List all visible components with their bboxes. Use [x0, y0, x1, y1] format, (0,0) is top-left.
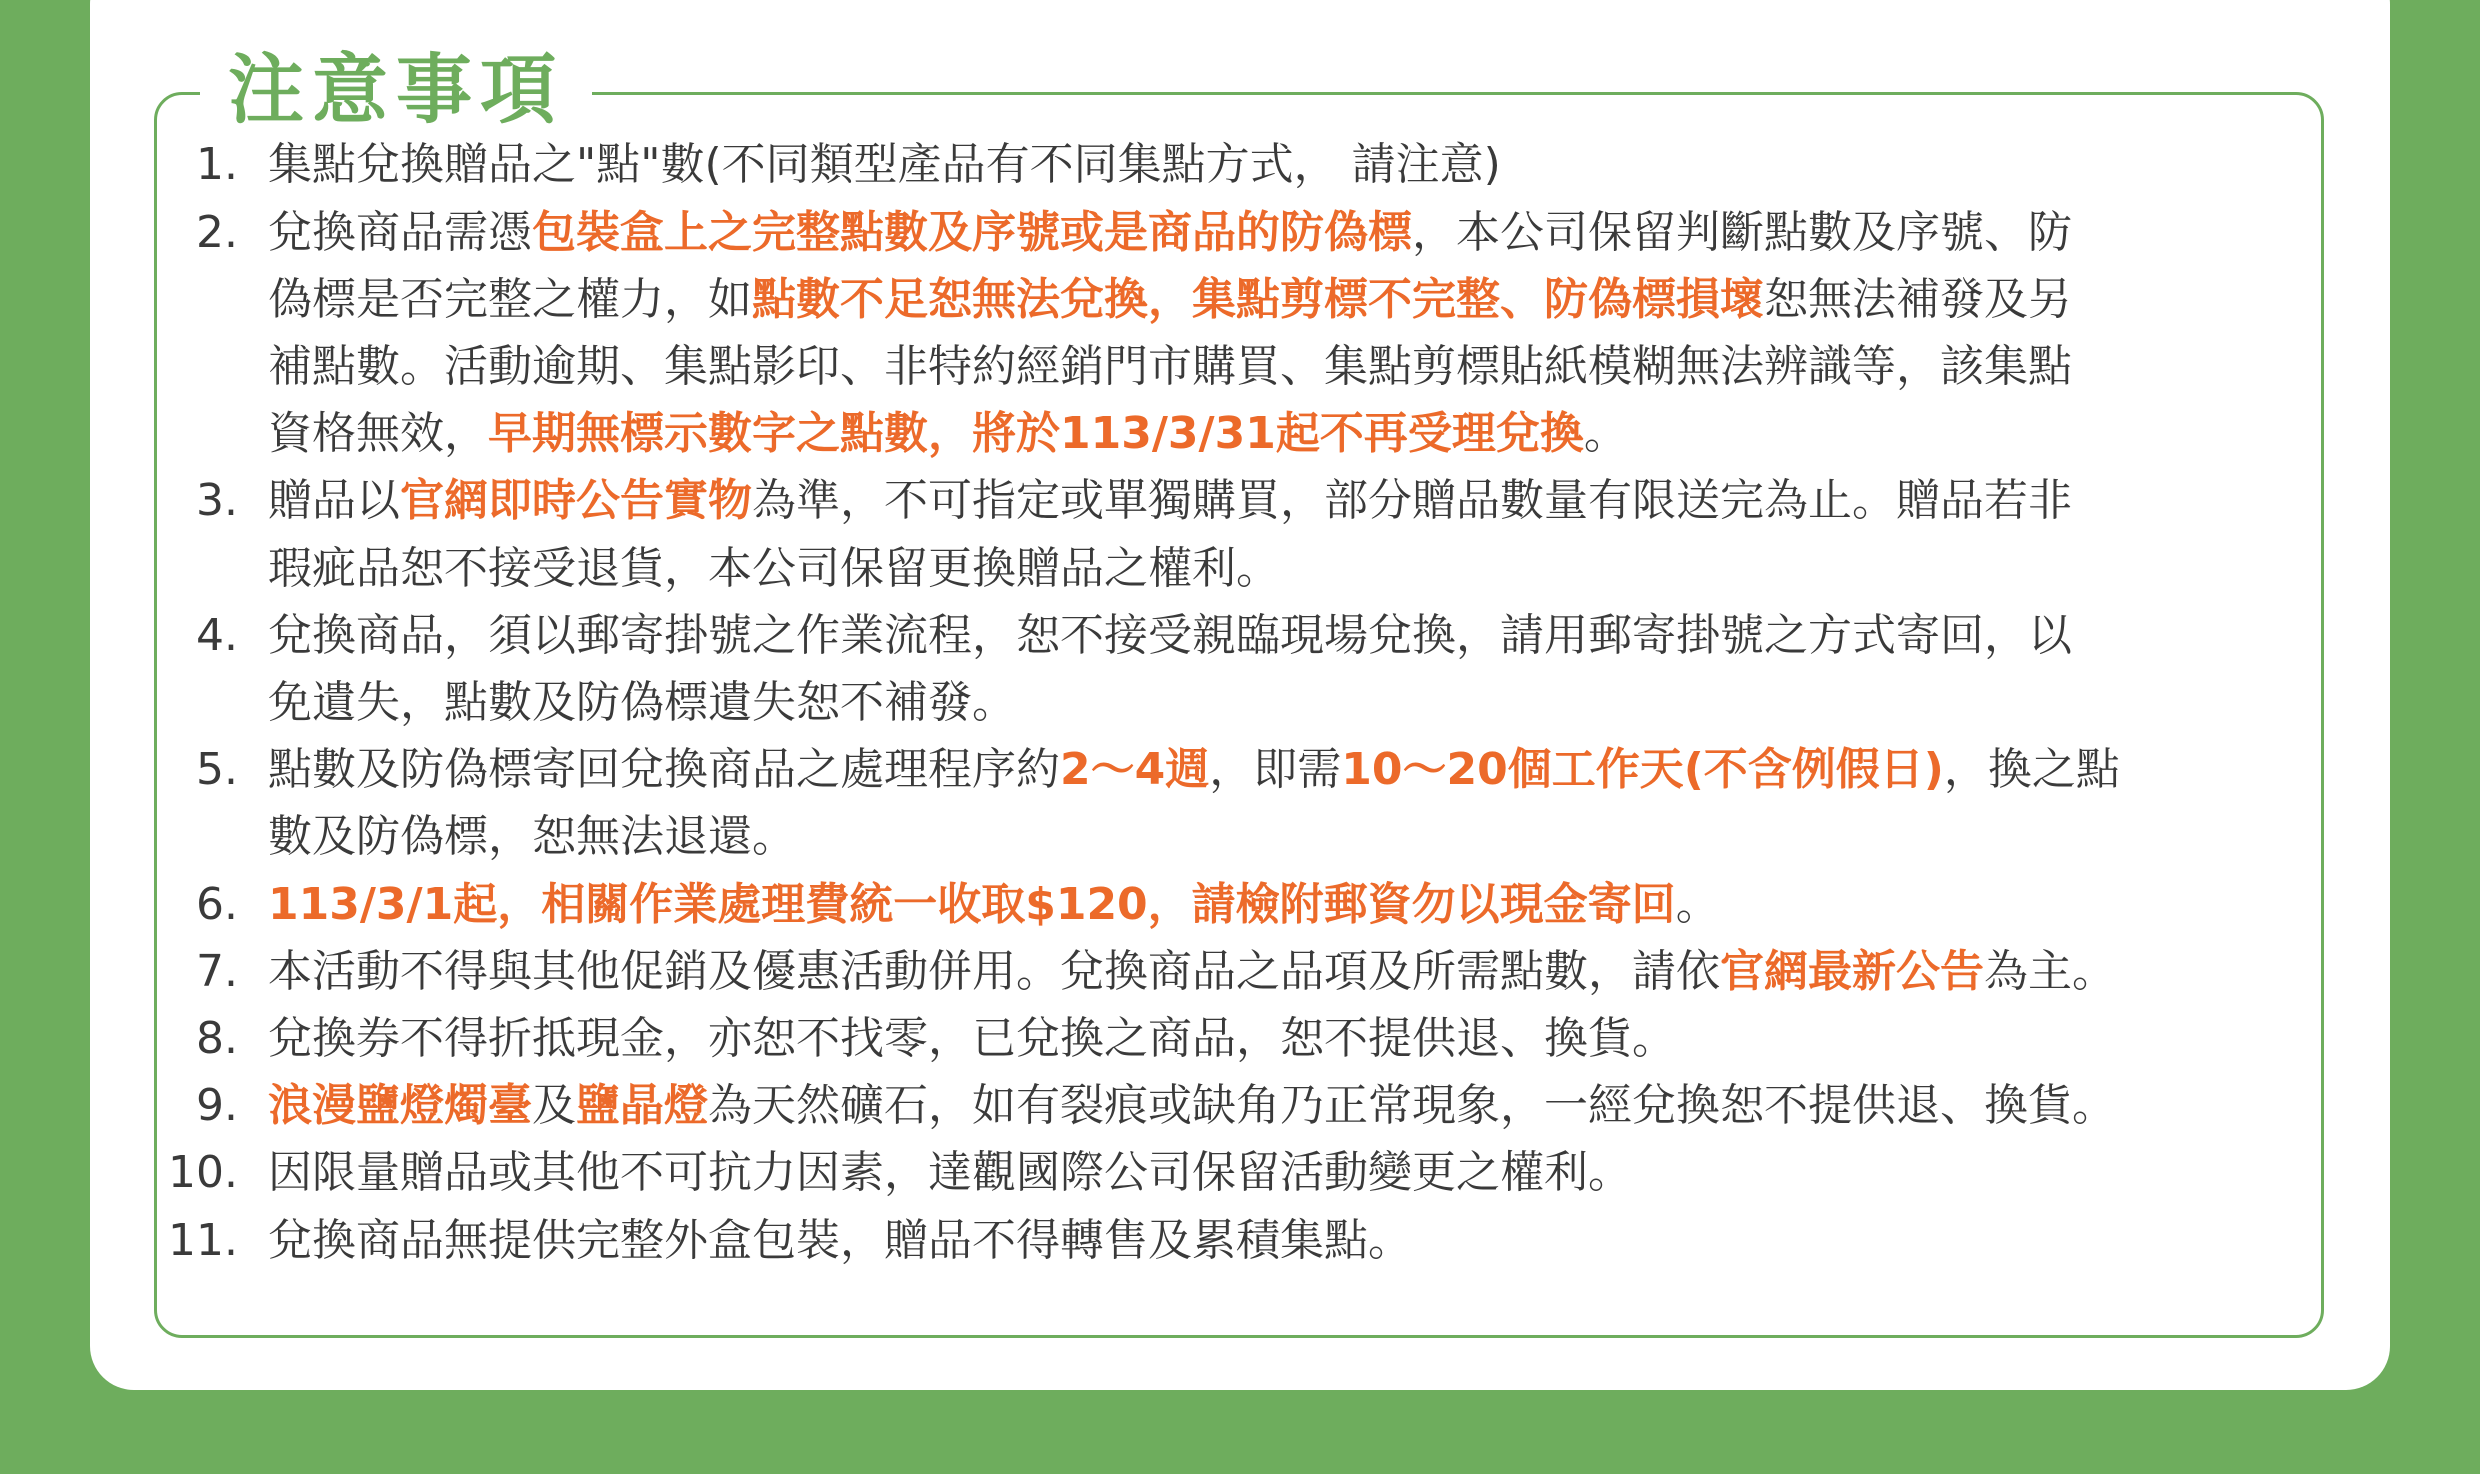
- highlight-text: 10～20個工作天(不含例假日): [1341, 744, 1944, 796]
- body-text: 。: [1675, 878, 1720, 930]
- notice-line: [0, 938, 2480, 1005]
- body-text: 瑕疵品恕不接受退貨，本公司保留更換贈品之權利。: [268, 542, 1280, 594]
- item-text: [268, 938, 2116, 1005]
- body-text: 資格無效，: [268, 408, 488, 460]
- body-text: 。: [1583, 408, 1628, 460]
- item-number: 11.: [168, 1214, 238, 1266]
- notice-line: [0, 602, 2480, 669]
- body-text: 為天然礦石，如有裂痕或缺角乃正常現象，一經兌換恕不提供退、換貨。: [708, 1080, 2116, 1132]
- body-text: 為準，不可指定或單獨購買，部分贈品數量有限送完為止。贈品若非: [752, 475, 2072, 527]
- body-text: 偽標是否完整之權力，如: [268, 273, 752, 325]
- highlight-text: 官網最新公告: [1720, 945, 1984, 997]
- body-text: 兌換商品，須以郵寄掛號之作業流程，恕不接受親臨現場兌換，請用郵寄掛號之方式寄回，以: [268, 609, 2072, 661]
- body-text: 數及防偽標，恕無法退還。: [268, 811, 796, 863]
- body-text: 贈品以: [268, 475, 400, 527]
- item-number: 10.: [168, 1147, 238, 1199]
- page-title: 注意事項: [228, 45, 564, 134]
- item-number: 1.: [196, 139, 238, 191]
- notice-line: [0, 535, 2480, 602]
- body-text: 免遺失，點數及防偽標遺失恕不補發。: [268, 677, 1016, 728]
- notice-line: [0, 131, 2480, 198]
- item-number: 4.: [196, 609, 238, 661]
- item-text: [268, 669, 1016, 736]
- item-text: [268, 602, 2072, 669]
- item-text: [268, 467, 2072, 534]
- item-text: [268, 736, 2120, 803]
- highlight-text: 鹽晶燈: [576, 1080, 708, 1132]
- item-number: 5.: [196, 744, 238, 796]
- body-text: 補點數。活動逾期、集點影印、非特約經銷門市購買、集點剪標貼紙模糊無法辨識等，該集點: [268, 341, 2072, 392]
- highlight-text: 點數不足恕無法兌換，集點剪標不完整、防偽標損壞: [752, 273, 1764, 325]
- notice-line: [0, 1207, 2480, 1274]
- item-text: [268, 1005, 1676, 1072]
- body-text: 兌換商品無提供完整外盒包裝，贈品不得轉售及累積集點。: [268, 1214, 1412, 1266]
- item-text: [268, 400, 1628, 467]
- notice-line: [0, 669, 2480, 736]
- notice-line: [0, 266, 2480, 333]
- body-text: 點數及防偽標寄回兌換商品之處理程序約: [268, 744, 1060, 796]
- item-number: 9.: [196, 1080, 238, 1132]
- highlight-text: 早期無標示數字之點數，將於113/3/31起不再受理兌換: [488, 408, 1584, 460]
- body-text: 及: [532, 1080, 576, 1132]
- item-text: [268, 871, 1720, 938]
- item-text: [268, 266, 2072, 333]
- body-text: 兌換商品需憑: [268, 206, 532, 258]
- highlight-text: 浪漫鹽燈燭臺: [268, 1080, 532, 1132]
- notice-line: [0, 871, 2480, 938]
- item-number: 6.: [196, 878, 238, 930]
- highlight-text: 官網即時公告實物: [400, 475, 752, 527]
- item-text: [268, 131, 1501, 198]
- body-text: 兌換券不得折抵現金，亦恕不找零，已兌換之商品，恕不提供退、換貨。: [268, 1013, 1676, 1064]
- notice-line: [0, 333, 2480, 400]
- body-text: 因限量贈品或其他不可抗力因素，達觀國際公司保留活動變更之權利。: [268, 1147, 1632, 1199]
- item-number: 2.: [196, 206, 238, 258]
- notice-line: [0, 199, 2480, 266]
- item-number: 3.: [196, 475, 238, 527]
- notice-line: [0, 803, 2480, 870]
- item-number: 7.: [196, 945, 238, 997]
- body-text: ，換之點: [1943, 744, 2120, 796]
- item-text: [268, 1207, 1412, 1274]
- notice-line: [0, 467, 2480, 534]
- highlight-text: 2～4週: [1060, 744, 1210, 796]
- body-text: 本活動不得與其他促銷及優惠活動併用。兌換商品之品項及所需點數，請依: [268, 945, 1720, 997]
- item-number: 8.: [196, 1013, 238, 1064]
- body-text: 集點兌換贈品之"點"數(不同類型產品有不同集點方式， 請注意): [268, 139, 1501, 191]
- item-text: [268, 1139, 1632, 1206]
- notice-line: [0, 1005, 2480, 1072]
- item-text: [268, 1072, 2116, 1139]
- item-text: [268, 535, 1280, 602]
- notice-line: [0, 736, 2480, 803]
- item-text: [268, 803, 796, 870]
- body-text: ，本公司保留判斷點數及序號、防: [1412, 206, 2072, 258]
- item-text: [268, 333, 2072, 400]
- highlight-text: 包裝盒上之完整點數及序號或是商品的防偽標: [532, 206, 1412, 258]
- notice-line: [0, 400, 2480, 467]
- body-text: 為主。: [1984, 945, 2116, 997]
- highlight-text: 113/3/1起，相關作業處理費統一收取$120，請檢附郵資勿以現金寄回: [268, 878, 1676, 930]
- item-text: [268, 199, 2072, 266]
- notice-line: [0, 1072, 2480, 1139]
- body-text: 恕無法補發及另: [1764, 273, 2072, 325]
- body-text: ，即需: [1209, 744, 1342, 796]
- notice-line: [0, 1139, 2480, 1206]
